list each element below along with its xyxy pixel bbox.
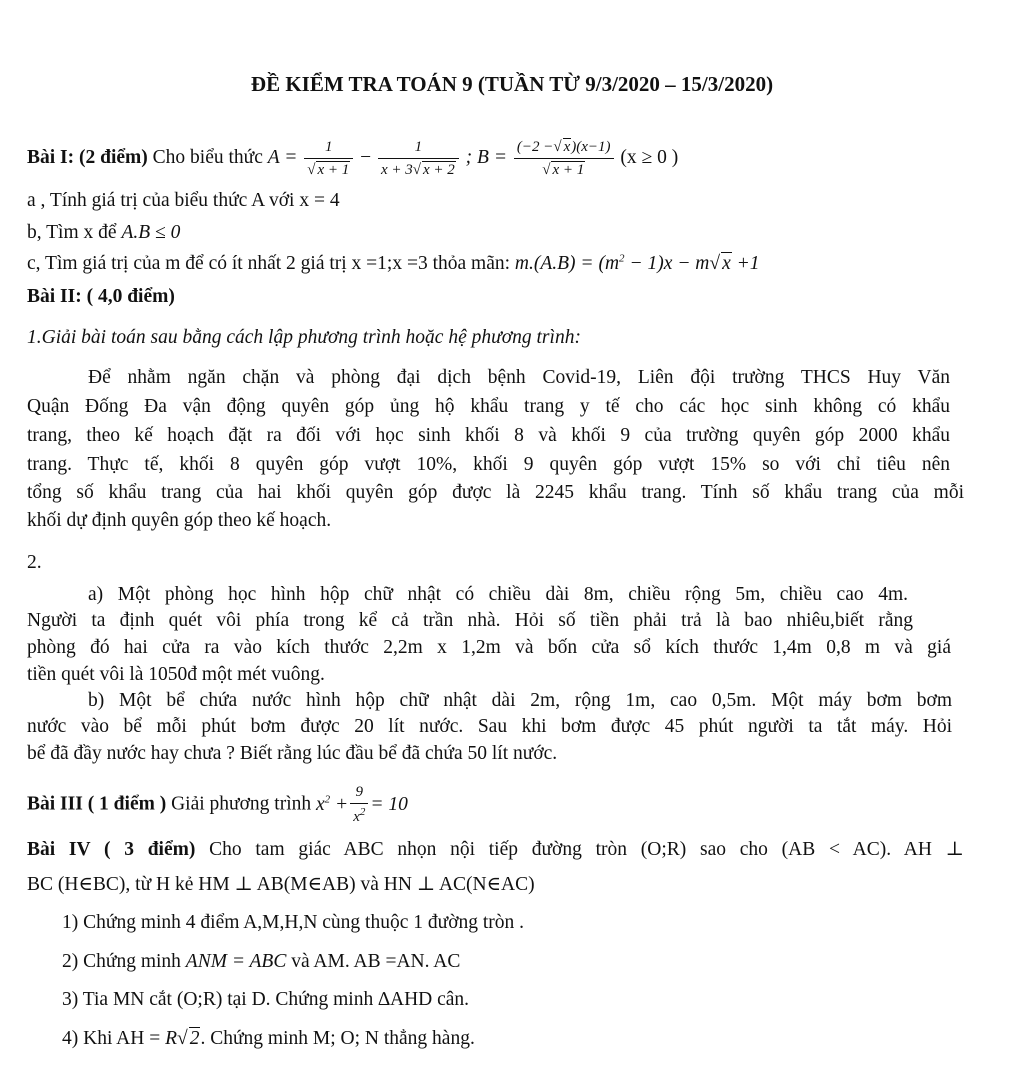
- fraction-1-den: [304, 159, 353, 179]
- fraction-1-num: 1: [304, 139, 353, 159]
- fraction-b: [514, 138, 614, 180]
- bai2-q1-title: 1.Giải bài toán sau bằng cách lập phương trình hoặc hệ phương trình:: [27, 327, 581, 348]
- minus-sign: −: [360, 147, 372, 169]
- bai2-heading: Bài II: ( 4,0 điểm): [27, 286, 175, 307]
- q2b-line: b) Một bể chứa nước hình hộp chữ nhật dài 2m, rộng 1m, cao 0,5m. Một máy bơm bơm: [88, 690, 952, 711]
- sqrt-icon: √: [307, 161, 316, 178]
- bai3-heading: Bài III ( 1 điểm ): [27, 793, 167, 815]
- bai1-b-text: b, Tìm x để: [27, 222, 117, 243]
- bai3-text: Giải phương trình: [171, 793, 312, 815]
- q2a-line: phòng đó hai cửa ra vào kích thước 2,2m x 1,2m và bốn cửa sổ kích thước 1,4m 0,8 m và giá: [27, 637, 951, 658]
- expr-a-lhs: A =: [267, 147, 298, 169]
- c-expr-sup: 2: [619, 252, 625, 265]
- bai4-line2: BC (H∈BC), từ H kẻ HM ⊥ AB(M∈AB) và HN ⊥ AC(N∈AC): [27, 874, 535, 895]
- fraction-2-den-b: x + 2: [423, 161, 455, 178]
- eq-den-x: x: [353, 809, 360, 826]
- bai3-equation: [316, 784, 408, 826]
- q1-line: Để nhằm ngăn chặn và phòng đại dịch bệnh Covid-19, Liên đội trường THCS Huy Văn: [88, 367, 950, 388]
- bai1-c-text: c, Tìm giá trị của m để có ít nhất 2 giá trị x =1;x =3 thỏa mãn:: [27, 253, 511, 274]
- c-expr-sqrt-x: x: [722, 253, 731, 274]
- bai4-item: 3) Tia MN cắt (O;R) tại D. Chứng minh ∆AHD cân.: [62, 989, 470, 1010]
- sqrt-icon: √: [709, 253, 721, 274]
- bai1-c-expr: [515, 253, 760, 274]
- bai1-a: a , Tính giá trị của biểu thức A với x = 4: [27, 190, 340, 211]
- bai4-item: [62, 1027, 475, 1050]
- bai1-b: [27, 222, 180, 244]
- eq-fraction: [350, 784, 368, 827]
- item4-r: R: [165, 1028, 178, 1049]
- eq-a-sup: 2: [324, 793, 331, 806]
- condition: (x ≥ 0 ): [620, 147, 679, 169]
- eq-den-sup: 2: [359, 806, 366, 819]
- q2a-line: Người ta định quét vôi phía trong kể cả trần nhà. Hỏi số tiền phải trả là bao nhiêu,biết rằng: [27, 610, 913, 631]
- fraction-2-den-a: x + 3: [381, 161, 413, 178]
- page-title: ĐỀ KIỂM TRA TOÁN 9 (TUẦN TỪ 9/3/2020 – 15/3/2020): [250, 72, 774, 96]
- bai4-line1-text: Cho tam giác ABC nhọn nội tiếp đường tròn (O;R) sao cho (AB < AC). AH ⊥: [209, 839, 964, 860]
- bai1-b-expr: A.B ≤ 0: [121, 222, 181, 243]
- q1-line: trang. Thực tế, khối 8 quyên góp vượt 10%, khối 9 quyên góp vượt 15% so với chỉ tiêu nên: [27, 454, 950, 475]
- q1-line: tổng số khẩu trang của hai khối quyên góp được là 2245 khẩu trang. Tính số khẩu trang của mỗi: [27, 482, 964, 503]
- eq-c: = 10: [370, 793, 408, 815]
- eq-b: +: [330, 793, 349, 815]
- bai4-item4-text: 4) Khi AH =: [62, 1028, 161, 1049]
- c-expr-b: − 1)x − m: [624, 253, 710, 274]
- bai4-heading: Bài IV ( 3 điểm): [27, 839, 196, 860]
- fraction-b-num-a: (−2 −: [516, 139, 554, 155]
- fraction-b-num: [514, 138, 614, 159]
- fraction-b-den: [514, 159, 614, 179]
- bai4-item4-rest: . Chứng minh M; O; N thẳng hàng.: [200, 1028, 475, 1049]
- bai4-item: [62, 951, 460, 973]
- bai1-intro: Cho biểu thức: [152, 147, 263, 169]
- q2a-line: a) Một phòng học hình hộp chữ nhật có chiều dài 8m, chiều rộng 5m, chiều cao 4m.: [88, 584, 908, 605]
- bai1-heading: Bài I: (2 điểm): [27, 147, 148, 169]
- sqrt-icon: √: [412, 161, 422, 178]
- sqrt-icon: √: [553, 139, 562, 155]
- bai1-line: [27, 138, 678, 180]
- sqrt-icon: √: [542, 162, 551, 179]
- eq-num: 9: [350, 784, 368, 804]
- c-expr-c: +1: [731, 253, 760, 274]
- q1-line: Quận Đống Đa vận động quyên góp ủng hộ khẩu trang y tế cho các học sinh không có khẩu: [27, 396, 950, 417]
- bai3-line: [27, 784, 408, 827]
- fraction-1-den-text: x + 1: [317, 161, 350, 178]
- eq-den: [350, 804, 368, 826]
- bai4-line1: [27, 839, 964, 861]
- bai4-item: 1) Chứng minh 4 điểm A,M,H,N cùng thuộc 1 đường tròn .: [62, 912, 525, 933]
- fraction-b-den-text: x + 1: [552, 162, 585, 179]
- q1-line: trang, theo kế hoạch đặt ra đối với học sinh khối 8 và khối 9 của trường quyên góp 2000 khẩu: [27, 425, 950, 446]
- sqrt-icon: √: [177, 1028, 188, 1049]
- q2b-line: bể đã đầy nước hay chưa ? Biết rằng lúc đầu bể đã chứa 50 lít nước.: [27, 743, 558, 764]
- bai4-item2-text: 2) Chứng minh: [62, 951, 181, 972]
- fraction-1: [304, 139, 353, 180]
- q2a-line: tiền quét vôi là 1050đ một mét vuông.: [27, 664, 325, 685]
- fraction-2: [378, 139, 459, 180]
- bai4-item4-expr: [165, 1028, 200, 1049]
- item4-sqrt-2: 2: [189, 1028, 200, 1049]
- q1-line: khối dự định quyên góp theo kế hoạch.: [27, 510, 332, 531]
- fraction-2-num: 1: [378, 139, 459, 159]
- expr-b-lhs: ; B =: [465, 147, 507, 169]
- c-expr-a: m.(A.B) = (m: [514, 253, 620, 274]
- bai4-item2-expr: ANM = ABC: [185, 951, 287, 972]
- bai1-c: [27, 252, 760, 275]
- bai4-item2-rest: và AM. AB =AN. AC: [291, 951, 461, 972]
- fraction-b-num-x: x: [563, 139, 571, 155]
- eq-a: x: [316, 793, 325, 815]
- fraction-b-num-b: )(x−1): [571, 139, 611, 155]
- q2-label: 2.: [27, 552, 42, 573]
- q2b-line: nước vào bể mỗi phút bơm được 20 lít nước. Sau khi bơm được 45 phút người ta tắt máy. Hỏi: [27, 716, 952, 737]
- fraction-2-den: [378, 159, 459, 179]
